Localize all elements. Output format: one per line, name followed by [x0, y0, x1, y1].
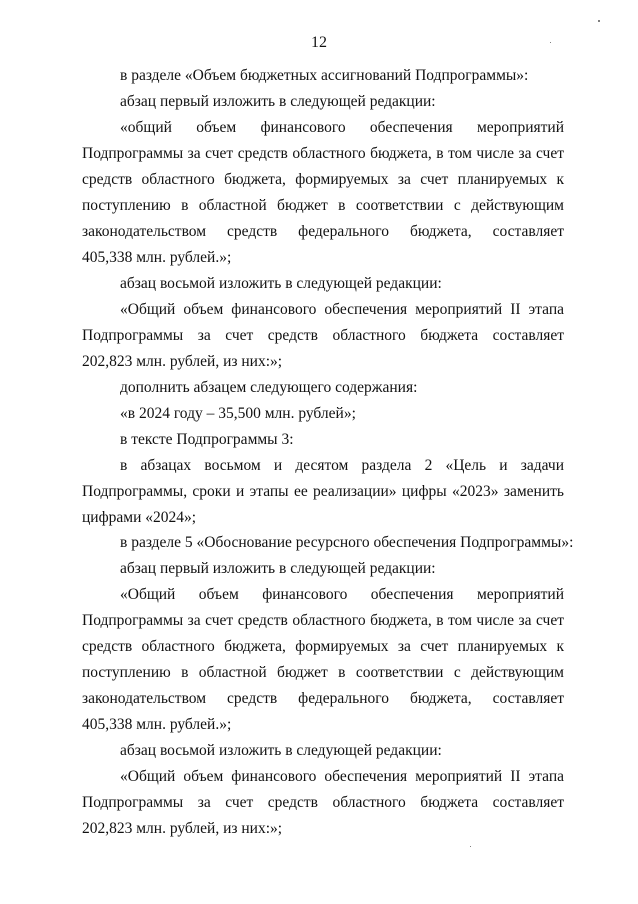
text-line: Подпрограммы за счет средств областного бюджета, в том числе за счет [82, 145, 564, 162]
text-line: абзац восьмой изложить в следующей редакции: [120, 742, 442, 759]
text-line: поступлению в областной бюджет в соответствии с действующим [82, 197, 564, 214]
text-line: 202,823 млн. рублей, из них:»; [82, 820, 283, 837]
text-line: средств областного бюджета, формируемых за счет планируемых к [82, 171, 564, 188]
text-line: законодательством средств федерального бюджета, составляет [82, 223, 564, 240]
text-line: цифрами «2024»; [82, 509, 197, 526]
scan-speck [470, 846, 471, 847]
text-line: 202,823 млн. рублей, из них:»; [82, 353, 283, 370]
scan-speck [598, 20, 600, 22]
text-line: абзац восьмой изложить в следующей редакции: [120, 275, 442, 292]
scan-speck [550, 42, 551, 43]
text-line: поступлению в областной бюджет в соответствии с действующим [82, 664, 564, 681]
text-line: в тексте Подпрограммы 3: [120, 431, 294, 448]
text-line: в абзацах восьмом и десятом раздела 2 «Цель и задачи [120, 457, 564, 474]
text-line: 405,338 млн. рублей.»; [82, 716, 232, 733]
text-line: абзац первый изложить в следующей редакции: [120, 93, 436, 110]
text-line: средств областного бюджета, формируемых за счет планируемых к [82, 638, 564, 655]
text-line: 405,338 млн. рублей.»; [82, 249, 232, 266]
text-line: Подпрограммы за счет средств областного бюджета составляет [82, 327, 564, 344]
text-line: Подпрограммы, сроки и этапы ее реализации» цифры «2023» заменить [82, 483, 564, 500]
text-line: в разделе «Объем бюджетных ассигнований Подпрограммы»: [120, 67, 529, 84]
text-line: Подпрограммы за счет средств областного бюджета, в том числе за счет [82, 612, 564, 629]
page-number: 12 [311, 34, 327, 51]
text-line: в разделе 5 «Обоснование ресурсного обеспечения Подпрограммы»: [120, 534, 574, 551]
text-line: законодательством средств федерального бюджета, составляет [82, 690, 564, 707]
text-line: «в 2024 году – 35,500 млн. рублей»; [120, 405, 356, 422]
text-line: дополнить абзацем следующего содержания: [120, 379, 418, 396]
text-line: абзац первый изложить в следующей редакции: [120, 560, 436, 577]
text-line: «Общий объем финансового обеспечения мероприятий II этапа [120, 768, 564, 785]
text-line: «Общий объем финансового обеспечения мероприятий [120, 586, 564, 603]
text-line: Подпрограммы за счет средств областного бюджета составляет [82, 794, 564, 811]
text-line: «Общий объем финансового обеспечения мероприятий II этапа [120, 301, 564, 318]
text-line: «общий объем финансового обеспечения мероприятий [120, 119, 564, 136]
